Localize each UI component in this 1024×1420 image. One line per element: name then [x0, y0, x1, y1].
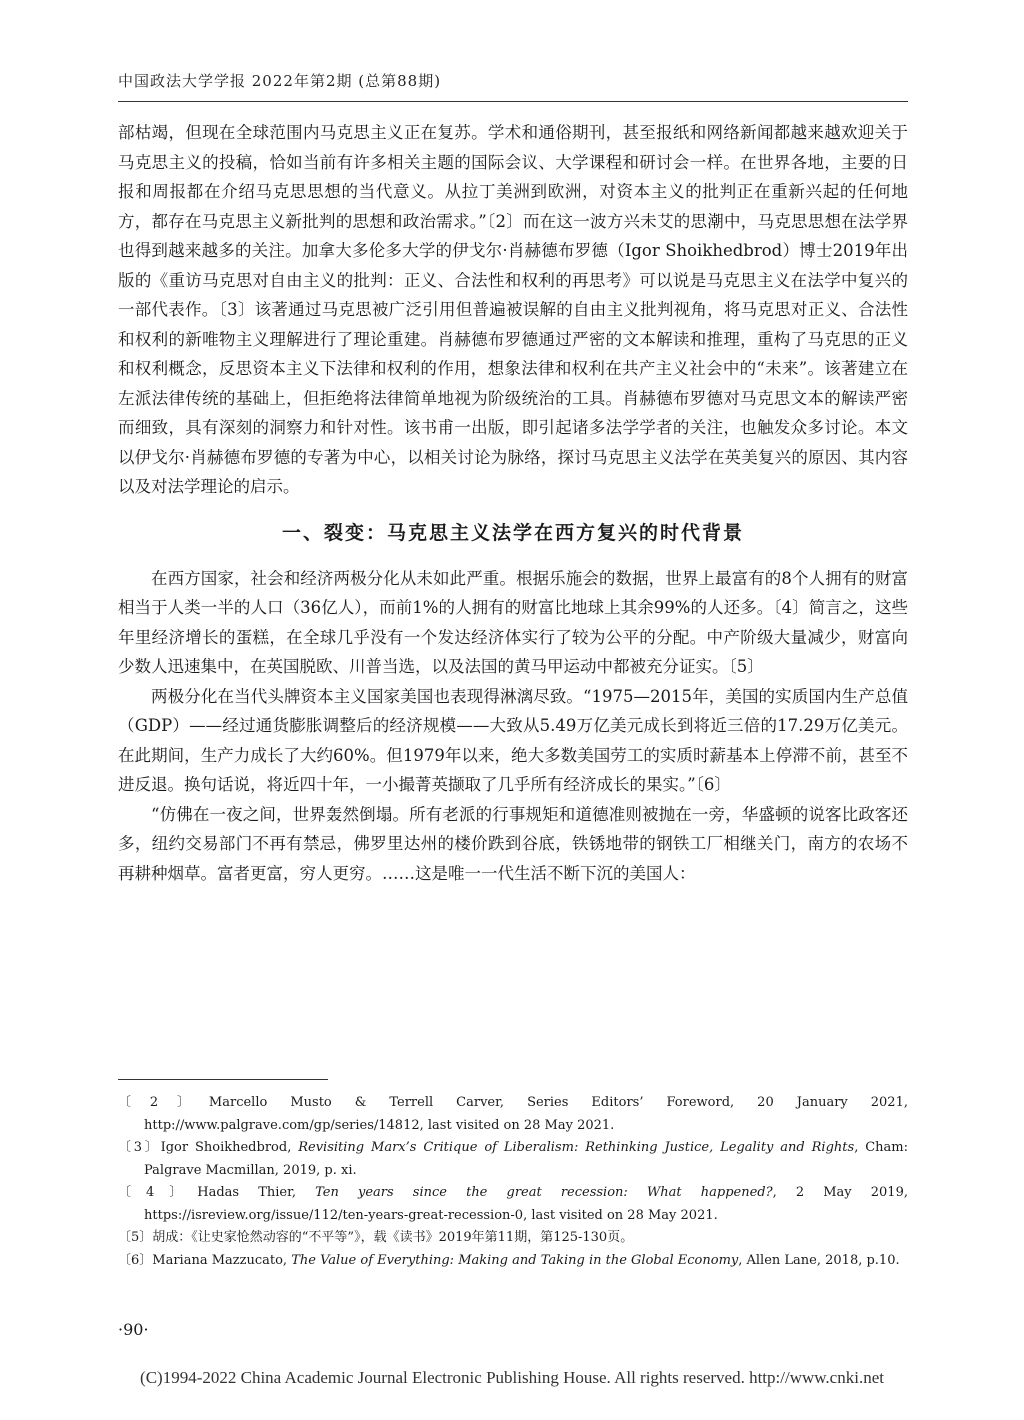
footnote-rule — [118, 1079, 328, 1080]
page-number: ·90· — [118, 1320, 149, 1339]
section-heading: 一、裂变：马克思主义法学在西方复兴的时代背景 — [281, 521, 744, 544]
footnote-text: 〔5〕胡成：《让史家怆然动容的“不平等”》，载《读书》2019年第11期，第125-130页。 — [118, 1230, 634, 1245]
footnote-2 — [118, 1092, 908, 1137]
footnote-4 — [118, 1182, 908, 1227]
article-body — [118, 118, 908, 888]
footnote-text: , Allen Lane, 2018, p.10. — [738, 1252, 900, 1268]
footnotes — [118, 1092, 908, 1272]
copyright-footer: (C)1994-2022 China Academic Journal Electronic Publishing House. All rights reserved. http://www.cnki.net — [140, 1368, 884, 1387]
footnote-text: 〔2〕Marcello Musto & Terrell Carver, Series Editors’ Foreword, 20 January 2021, http://www.palgrave.com/gp/series/14812, last visited on 28 May 2021. — [118, 1095, 908, 1133]
footnote-text: 〔4〕Hadas Thier, — [118, 1185, 316, 1200]
body-paragraph: “仿佛在一夜之间，世界轰然倒塌。所有老派的行事规矩和道德准则被抛在一旁，华盛顿的说客比政客还多，纽约交易部门不再有禁忌，佛罗里达州的楼价跌到谷底，铁锈地带的钢铁工厂相继关门，南方的农场不再耕种烟草。富者更富，穷人更穷。……这是唯一一代生活不断下沉的美国人： — [118, 804, 908, 883]
footnote-6 — [118, 1250, 908, 1273]
footnote-text: 〔3〕Igor Shoikhedbrod, — [118, 1140, 299, 1155]
footnote-text: 〔6〕Mariana Mazzucato, — [118, 1252, 292, 1268]
body-paragraph: 部枯竭，但现在全球范围内马克思主义正在复苏。学术和通俗期刊，甚至报纸和网络新闻都越来越欢迎关于马克思主义的投稿，恰如当前有许多相关主题的国际会议、大学课程和研讨会一样。在世界各地，主要的日报和周报都在介绍马克思思想的当代意义。从拉丁美洲到欧洲，对资本主义的批判正在重新兴起的任何地方，都存在马克思主义新批判的思想和政治需求。”〔2〕而在这一波方兴未艾的思潮中，马克思思想在法学界也得到越来越多的关注。加拿大多伦多大学的伊戈尔·肖赫德布罗德（Igor Shoikhedbrod）博士2019年出版的《重访马克思对自由主义的批判：正义、合法性和权利的再思考》可以说是马克思主义在法学中复兴的一部代表作。〔3〕该著通过马克思被广泛引用但普遍被误解的自由主义批判视角，将马克思对正义、合法性和权利的新唯物主义理解进行了理论重建。肖赫德布罗德通过严密的文本解读和推理，重构了马克思的正义和权利概念，反思资本主义下法律和权利的作用，想象法律和权利在共产主义社会中的“未来”。该著建立在左派法律传统的基础上，但拒绝将法律简单地视为阶级统治的工具。肖赫德布罗德对马克思文本的解读严密而细致，具有深刻的洞察力和针对性。该书甫一出版，即引起诸多法学学者的关注，也触发众多讨论。本文以伊戈尔·肖赫德布罗德的专著为中心，以相关讨论为脉络，探讨马克思主义法学在英美复兴的原因、其内容以及对法学理论的启示。 — [118, 123, 908, 496]
footnote-5 — [118, 1227, 908, 1250]
footnote-text: , Cham: Palgrave Macmillan, 2019, p. xi. — [144, 1140, 908, 1178]
body-paragraph: 两极分化在当代头牌资本主义国家美国也表现得淋漓尽致。“1975—2015年，美国的实质国内生产总值（GDP）——经过通货膨胀调整后的经济规模——大致从5.49万亿美元成长到将近三倍的17.29万亿美元。在此期间，生产力成长了大约60%。但1979年以来，绝大多数美国劳工的实质时薪基本上停滞不前，甚至不进反退。换句话说，将近四十年，一小撮菁英撷取了几乎所有经济成长的果实。”〔6〕 — [118, 686, 908, 794]
footnote-title: Ten years since the great recession: What happened? — [315, 1185, 773, 1200]
header-rule — [118, 101, 908, 102]
running-header: 中国政法大学学报 2022年第2期 (总第88期) — [118, 72, 442, 90]
footnote-text: , 2 May 2019, https://isreview.org/issue/112/ten-years-great-recession-0, last visited on 28 May 2021. — [144, 1185, 908, 1223]
footnote-3 — [118, 1137, 908, 1182]
footnote-title: The Value of Everything: Making and Taking in the Global Economy — [291, 1252, 739, 1268]
body-paragraph: 在西方国家，社会和经济两极分化从未如此严重。根据乐施会的数据，世界上最富有的8个人拥有的财富相当于人类一半的人口（36亿人），而前1%的人拥有的财富比地球上其余99%的人还多。〔4〕简言之，这些年里经济增长的蛋糕，在全球几乎没有一个发达经济体实行了较为公平的分配。中产阶级大量减少，财富向少数人迅速集中，在英国脱欧、川普当选，以及法国的黄马甲运动中都被充分证实。〔5〕 — [118, 568, 908, 676]
footnote-title: Revisiting Marx’s Critique of Liberalism: Rethinking Justice, Legality and Rights — [298, 1140, 855, 1155]
